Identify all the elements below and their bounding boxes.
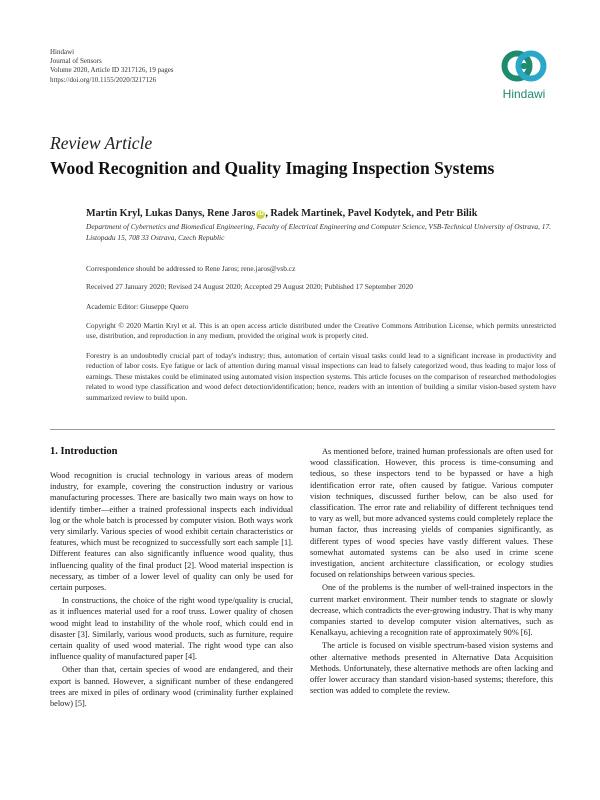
orcid-icon[interactable]: iD (257, 211, 264, 217)
correspondence: Correspondence should be addressed to Rene Jaros; rene.jaros@vsb.cz (86, 264, 296, 273)
academic-editor: Academic Editor: Giuseppe Quero (86, 302, 189, 311)
paragraph: Wood recognition is crucial technology in various areas of modern industry, for example, covering the construction industry or various manufacturing processes. There are basically two main ways on how to identify timber—either a trained professional inspects each individual log or the whole batch is processed by computer vision. Both ways work very similarly. Various species of wood exhibit certain characteristics or features, which must be recognized to successfully sort each sample [1]. Different features can also significantly influence wood quality, thus influencing quality of the final product [2]. Wood material inspection is necessary, as timber of a lower level of quality can only be used for certain purposes. (50, 471, 293, 593)
logo-wordmark: Hindawi (502, 87, 546, 101)
volume-line: Volume 2020, Article ID 3217126, 19 pages (50, 66, 174, 75)
publication-dates: Received 27 January 2020; Revised 24 August 2020; Accepted 29 August 2020; Published 17 September 2020 (86, 282, 413, 291)
section-heading: 1. Introduction (50, 446, 118, 457)
hindawi-logo (494, 46, 554, 102)
authors-part-2: , Radek Martinek, Pavel Kodytek, and Petr Bilik (265, 208, 478, 219)
publisher-name: Hindawi (50, 48, 75, 56)
authors-part-1: Martin Kryl, Lukas Danys, Rene Jaros (86, 208, 256, 219)
affiliation: Department of Cybernetics and Biomedical Engineering, Faculty of Electrical Engineering and Computer Science, VSB-Technical University of Ostrava, 17. Listopadu 15, 708 33 Ostrava, Czech Republic (86, 222, 552, 242)
journal-metadata (50, 48, 174, 85)
copyright-notice: Copyright © 2020 Martin Kryl et al. This is an open access article distributed under the Creative Commons Attribution License, which permits unrestricted use, distribution, and reproduction in any medium, provided the original work is properly cited. (86, 321, 556, 341)
doi-link[interactable]: https://doi.org/10.1155/2020/3217126 (50, 75, 157, 84)
right-column (310, 446, 553, 698)
paragraph: The article is focused on visible spectrum-based vision systems and other alternative methods presented in Alternative Data Acquisition Methods. Unfortunately, these alternative methods are often lacking and offer lower accuracy than standard vision-based systems; therefore, this section was added to complete the review. (310, 641, 553, 696)
paragraph: Other than that, certain species of wood are endangered, and their export is banned. However, a significant number of these endangered trees are mixed in piles of ordinary wood (criminality further explained below) [5]. (50, 665, 293, 709)
paragraph: As mentioned before, trained human professionals are often used for wood classification. However, this process is time-consuming and tedious, so these inspectors tend to be bypassed or have a high identification error rate, often caused by fatigue. Various computer vision techniques, discussed further below, can be also used for classification. The error rate and reliability of different techniques tend to vary as well, but more advanced systems could completely replace the human factor, thus increasing yields of companies significantly, as different types of wood species have vastly different values. These somewhat automated systems can be also used in crime scene investigation, ancient architecture classification, or ecology studies focused on relationships between various species. (310, 447, 553, 580)
journal-name: Journal of Sensors (50, 57, 102, 66)
hindawi-logo-icon (494, 46, 554, 88)
section-divider (50, 429, 555, 430)
paragraph: In constructions, the choice of the right wood type/quality is crucial, as it influences material used for a roof truss. Lower quality of chosen wood might lead to instability of the whole roof, which could end in disaster [3]. Similarly, various wood products, such as furniture, require certain quality of used wood material. The right wood type can also influence quality of manufactured paper [4]. (50, 596, 293, 662)
abstract: Forestry is an undoubtedly crucial part of today's industry; thus, automation of certain visual tasks could lead to a significant increase in productivity and reduction of labor costs. Eye fatigue or lack of attention during manual visual inspections can lead to falsely categorized wood, thus leading to major loss of earnings. These mistakes could be eliminated using automated vision inspection systems. This article focuses on the comparison of researched methodologies related to wood type classification and wood defect detection/identification; hence, readers with an intention of building a similar vision-based system have summarized review to build upon. (86, 351, 556, 402)
author-list (86, 208, 477, 219)
article-title: Wood Recognition and Quality Imaging Inspection Systems (50, 158, 495, 178)
left-column (50, 446, 293, 711)
article-type: Review Article (50, 133, 153, 153)
paragraph: One of the problems is the number of well-trained inspectors in the current market environment. Their number tends to stagnate or slowly decrease, which contradicts the ever-growing industry. That is why many companies started to develop computer vision alternatives, such as Kenalkayu, achieving a recognition rate of approximately 90% [6]. (310, 583, 553, 638)
